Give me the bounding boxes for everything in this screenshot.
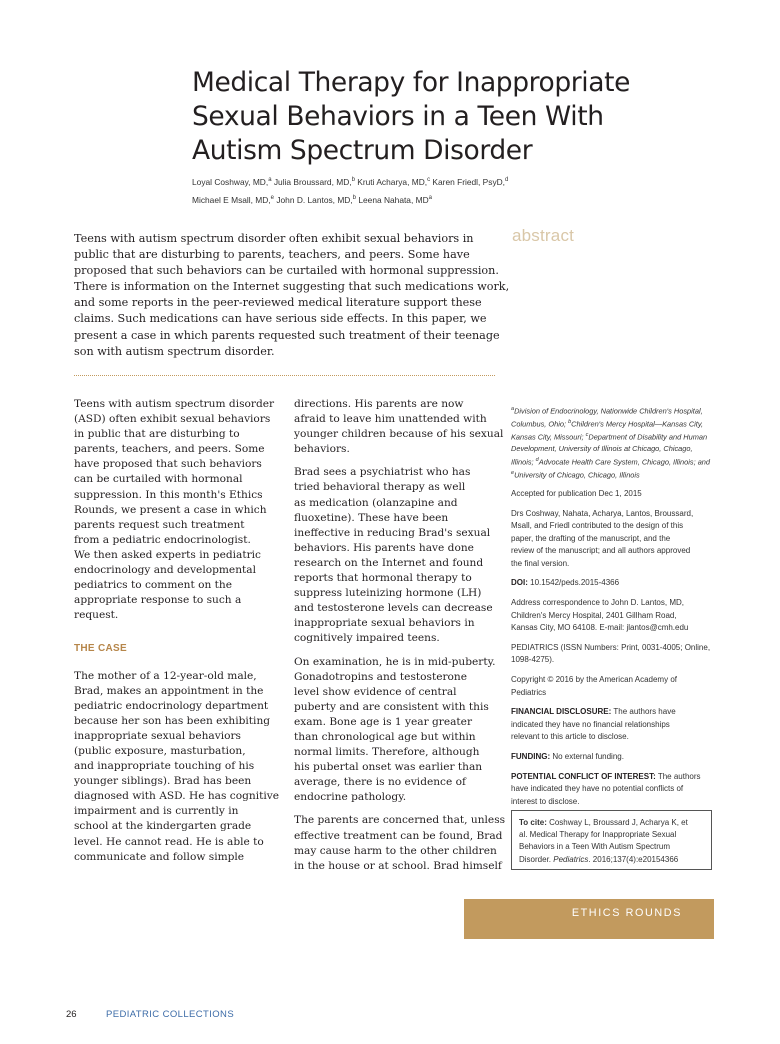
text-line: Drs Coshway, Nahata, Acharya, Lantos, Broussard, xyxy=(511,508,694,518)
conflict-of-interest xyxy=(511,771,721,809)
author-list xyxy=(192,172,712,208)
author-name: Michael E Msall, MD, xyxy=(192,194,271,205)
author-name: Leena Nahata, MD xyxy=(356,194,429,205)
text-line: younger siblings). Brad has been xyxy=(74,775,252,788)
text-line: and inappropriate touching of his xyxy=(74,760,255,773)
text-line xyxy=(511,455,721,468)
affiliation-mark: b xyxy=(568,419,572,426)
affiliation-mark: c xyxy=(427,177,431,183)
text-line: level show evidence of central xyxy=(294,685,457,698)
citation-label: To cite: xyxy=(519,818,547,827)
text-line: Pediatrics xyxy=(511,687,547,697)
text-line: his pubertal onset was earlier than xyxy=(294,761,483,774)
text-line: puberty and are consistent with this xyxy=(294,700,489,713)
text-line: We then asked experts in pediatric xyxy=(74,548,261,561)
text-line: parents request such treatment xyxy=(74,518,245,531)
banner-label: ETHICS ROUNDS xyxy=(571,907,682,919)
abstract-line: son with autism spectrum disorder. xyxy=(74,344,275,358)
affiliation-text: Children's Mercy Hospital—Kansas City, xyxy=(571,419,704,429)
text-line: afraid to leave him unattended with xyxy=(294,413,487,426)
affiliation-text: University of Chicago, Chicago, Illinois xyxy=(514,470,640,480)
text-line: review of the manuscript; and all authors approved xyxy=(511,546,691,556)
text-line: fluoxetine). These have been xyxy=(294,511,449,524)
text-line: paper, the drafting of the manuscript, and the xyxy=(511,533,671,543)
affiliation-mark: a xyxy=(428,194,432,201)
text-line: Children's Mercy Hospital, 2401 Gillham Road, xyxy=(511,610,677,620)
text-line: level. He cannot read. He is able to xyxy=(74,835,264,848)
abstract-line: present a case in which parents requested such treatment of their teenage xyxy=(74,328,500,342)
affiliation-text: Columbus, Ohio; xyxy=(511,419,569,429)
text-line: interest to disclose. xyxy=(511,796,580,806)
doi xyxy=(511,577,721,590)
footer-label: PEDIATRIC COLLECTIONS xyxy=(106,1009,235,1020)
issn-info xyxy=(511,642,721,667)
text-line: request. xyxy=(74,609,119,622)
text-line: from a pediatric endocrinologist. xyxy=(74,533,251,546)
author-name: Julia Broussard, MD, xyxy=(271,176,352,187)
title-line: Medical Therapy for Inappropriate xyxy=(192,67,630,98)
text-line xyxy=(519,854,704,866)
text-line: Kansas City, MO 64108. E-mail: jlantos@cmh.edu xyxy=(511,623,689,633)
article-sidebar xyxy=(511,404,721,815)
intro-paragraph xyxy=(74,397,274,623)
text-line: inappropriate sexual behaviors xyxy=(74,729,241,742)
author-name: Loyal Coshway, MD, xyxy=(192,176,269,187)
text-line: endocrinology and developmental xyxy=(74,564,256,577)
correspondence-address xyxy=(511,597,721,635)
author-name: Kruti Acharya, MD, xyxy=(354,176,428,187)
text-line: appropriate response to such a xyxy=(74,594,242,607)
text-line: endocrine pathology. xyxy=(294,791,407,804)
affiliation-text: Advocate Health Care System, Chicago, Illinois; and xyxy=(538,457,711,467)
abstract-label: abstract xyxy=(512,226,575,245)
affiliation-mark: c xyxy=(585,432,589,439)
text-line: pediatrics to comment on the xyxy=(74,579,233,592)
text-line: exam. Bone age is 1 year greater xyxy=(294,715,473,728)
text-line: The mother of a 12-year-old male, xyxy=(74,669,257,682)
affiliation-mark: b xyxy=(351,177,355,183)
text-line xyxy=(511,430,721,443)
text-line: research on the Internet and found xyxy=(294,556,484,569)
text-line: suppress luteinizing hormone (LH) xyxy=(294,587,482,600)
text-line: cognitively impaired teens. xyxy=(294,632,440,645)
funding-label: FUNDING: xyxy=(511,752,551,761)
case-paragraph xyxy=(74,669,280,865)
title-line: Autism Spectrum Disorder xyxy=(192,135,533,166)
text-line: PEDIATRICS (ISSN Numbers: Print, 0031-4005; Online, xyxy=(511,642,711,652)
affiliation-mark: b xyxy=(352,194,357,201)
body-paragraph xyxy=(294,655,499,806)
abstract-divider xyxy=(74,375,495,376)
affiliation-text: Department of Disability and Human xyxy=(588,432,708,442)
abstract-line: Teens with autism spectrum disorder often exhibit sexual behaviors in xyxy=(74,232,474,245)
text-line: ineffective in reducing Brad's sexual xyxy=(294,526,491,539)
text-line: may cause harm to the other children xyxy=(294,844,497,857)
text-line: Gonadotropins and testosterone xyxy=(294,670,468,683)
abstract-line: and some reports in the peer-reviewed medical literature support these xyxy=(74,296,482,310)
text-line: communicate and follow simple xyxy=(74,850,245,863)
body-paragraph xyxy=(294,397,504,457)
text-line: the final version. xyxy=(511,558,570,568)
affiliation-mark: e xyxy=(270,194,274,201)
text-line: Address correspondence to John D. Lantos, MD, xyxy=(511,598,684,608)
text-line: and testosterone levels can decrease xyxy=(294,602,493,615)
text-line: as medication (olanzapine and xyxy=(294,496,458,509)
text-line xyxy=(511,706,721,719)
affiliation-text: Kansas City, Missouri; xyxy=(511,432,586,442)
text-line: On examination, he is in mid-puberty. xyxy=(294,655,496,668)
text-line: 1098-4275). xyxy=(511,655,555,665)
text-line: behaviors. His parents have done xyxy=(294,541,474,554)
body-column-right xyxy=(294,397,506,882)
abstract-line: claims. Such medications can have serious side effects. In this paper, we xyxy=(74,312,487,326)
text-line: pediatric endocrinology department xyxy=(74,699,269,712)
disclosure-label: FINANCIAL DISCLOSURE: xyxy=(511,707,612,717)
text-line: average, there is no evidence of xyxy=(294,776,466,789)
affiliation-text: Illinois; xyxy=(511,457,536,467)
text-line: younger children because of his sexual xyxy=(294,428,504,441)
text-line: suppression. In this month's Ethics xyxy=(74,488,263,501)
abstract-body xyxy=(74,231,514,360)
citation-text: Disorder. xyxy=(519,854,554,864)
section-banner xyxy=(464,899,714,939)
text-line: in public that are disturbing to xyxy=(74,428,240,441)
text-line: Msall, and Friedl contributed to the design of this xyxy=(511,521,684,531)
author-name: Karen Friedl, PsyD, xyxy=(430,176,506,187)
text-line: inappropriate sexual behaviors in xyxy=(294,617,475,630)
author-line xyxy=(192,190,712,208)
funding-text: No external funding. xyxy=(550,752,624,761)
text-line: Development, University of Illinois at Chicago, Chicago, xyxy=(511,444,693,454)
text-line: parents, teachers, and peers. Some xyxy=(74,443,265,456)
affiliation-mark: a xyxy=(511,406,515,412)
abstract-line: public that are disturbing to parents, teachers, and peers. Some have xyxy=(74,248,470,262)
affiliation-mark: e xyxy=(511,469,515,476)
abstract-line: There is information on the Internet suggesting that such medications work, xyxy=(74,280,510,294)
text-line: (public exposure, masturbation, xyxy=(74,744,246,757)
text-line: reports that hormonal therapy to xyxy=(294,572,472,585)
text-line xyxy=(511,417,721,430)
text-line: Brad, makes an appointment in the xyxy=(74,684,264,697)
disclosure-text: The authors have xyxy=(611,707,676,717)
text-line: tried behavioral therapy as well xyxy=(294,481,466,494)
text-line: Behaviors in a Teen With Autism Spectrum xyxy=(519,842,671,852)
author-name: John D. Lantos, MD, xyxy=(274,194,353,205)
text-line: Teens with autism spectrum disorder xyxy=(74,398,275,410)
text-line: Rounds, we present a case in which xyxy=(74,503,267,516)
citation-box xyxy=(511,810,712,870)
affiliation-text: Division of Endocrinology, Nationwide Children's Hospital, xyxy=(514,406,703,416)
contributions xyxy=(511,508,721,571)
text-line: can be curtailed with hormonal xyxy=(74,473,243,486)
funding xyxy=(511,751,721,764)
text-line: al. Medical Therapy for Inappropriate Sexual xyxy=(519,830,677,840)
text-line: effective treatment can be found, Brad xyxy=(294,829,503,842)
section-heading: THE CASE xyxy=(74,643,127,655)
text-line: diagnosed with ASD. He has cognitive xyxy=(74,790,280,803)
text-line: impairment and is currently in xyxy=(74,805,239,818)
text-line xyxy=(511,468,721,481)
citation-text: . 2016;137(4):e20154366 xyxy=(588,854,679,864)
article-title xyxy=(192,66,712,168)
author-line xyxy=(192,172,712,190)
text-line: have proposed that such behaviors xyxy=(74,458,262,471)
text-line: than chronological age but within xyxy=(294,730,476,743)
page-number: 26 xyxy=(66,1009,77,1020)
text-line xyxy=(511,771,721,784)
abstract-line: proposed that such behaviors can be curtailed with hormonal suppression. xyxy=(74,264,499,278)
text-line: (ASD) often exhibit sexual behaviors xyxy=(74,413,271,426)
coi-label: POTENTIAL CONFLICT OF INTEREST: xyxy=(511,771,656,781)
affiliation-mark: d xyxy=(535,456,539,463)
text-line: have indicated they have no potential conflicts of xyxy=(511,784,684,794)
text-line: school at the kindergarten grade xyxy=(74,820,252,833)
doi-link[interactable]: 10.1542/peds.2015-4366 xyxy=(527,578,620,588)
affiliation-mark: d xyxy=(505,177,509,183)
text-line: Brad sees a psychiatrist who has xyxy=(294,466,471,479)
text-line: in the house or at school. Brad himself xyxy=(294,859,502,872)
coi-text: The authors xyxy=(655,771,701,781)
journal-name: Pediatrics xyxy=(553,854,589,864)
text-line: behaviors. xyxy=(294,443,350,456)
body-paragraph xyxy=(294,813,506,873)
text-line: indicated they have no financial relationships xyxy=(511,719,670,729)
copyright xyxy=(511,674,721,699)
text-line: because her son has been exhibiting xyxy=(74,714,271,727)
title-line: Sexual Behaviors in a Teen With xyxy=(192,101,604,132)
text-line: The parents are concerned that, unless xyxy=(294,814,506,827)
doi-label: DOI: xyxy=(511,578,528,588)
accepted-date: Accepted for publication Dec 1, 2015 xyxy=(511,488,642,498)
text-line xyxy=(519,817,704,829)
body-paragraph xyxy=(294,465,499,646)
text-line: relevant to this article to disclose. xyxy=(511,732,629,742)
body-column-left xyxy=(74,397,280,873)
affiliations xyxy=(511,404,721,481)
text-line: Copyright © 2016 by the American Academy of xyxy=(511,675,677,685)
text-line: normal limits. Therefore, although xyxy=(294,746,480,759)
financial-disclosure xyxy=(511,706,721,744)
text-line xyxy=(511,404,721,417)
citation-text: Coshway L, Broussard J, Acharya K, et xyxy=(546,818,688,827)
text-line: directions. His parents are now xyxy=(294,398,464,410)
affiliation-mark: a xyxy=(268,177,272,183)
